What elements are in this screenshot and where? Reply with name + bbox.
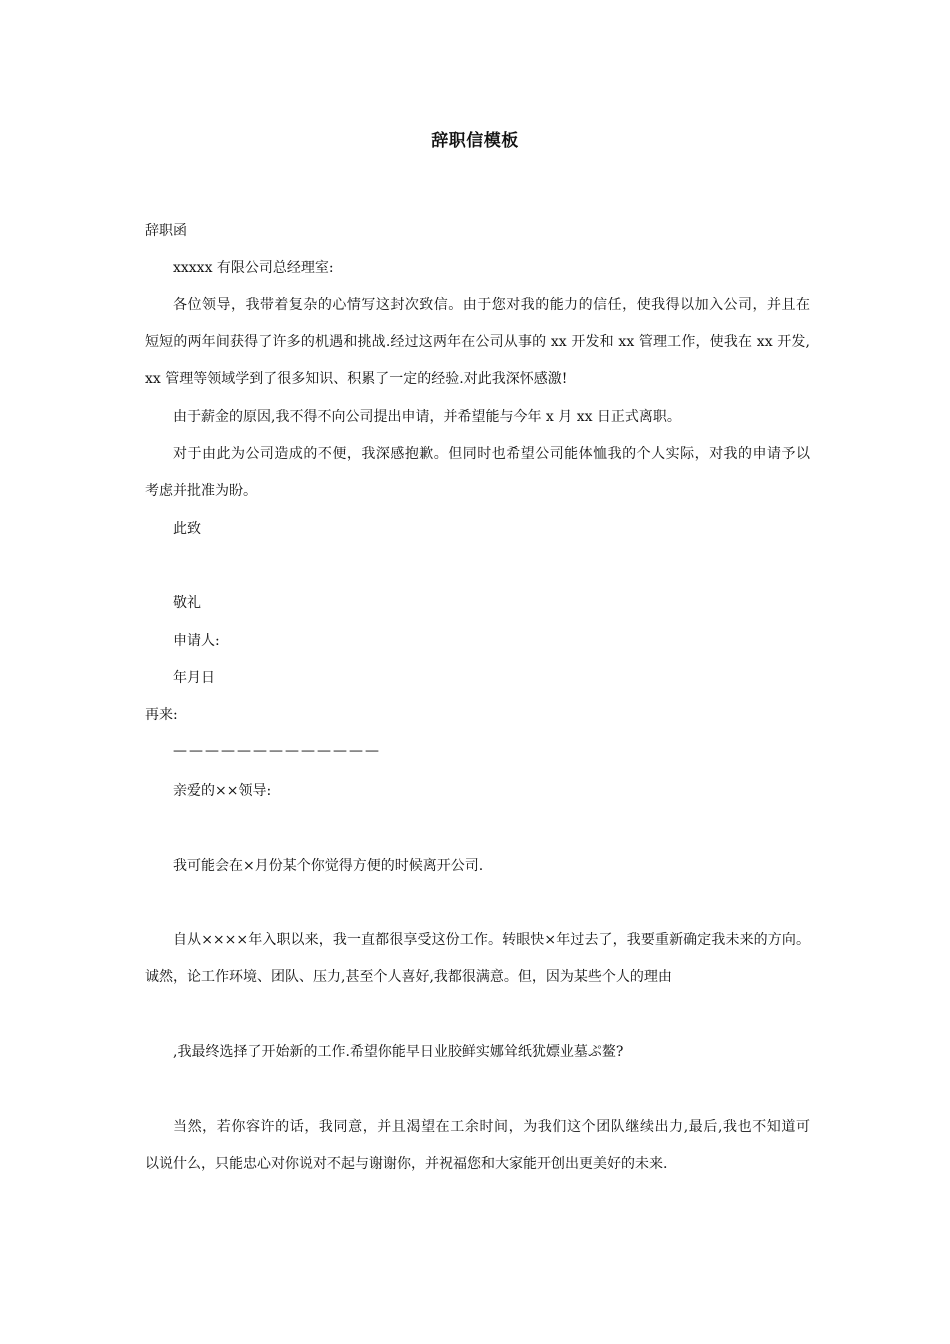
closing-line: 此致	[173, 521, 201, 537]
paragraph-line: 考虑并批准为盼。	[145, 483, 257, 499]
paragraph-line: 自从××××年入职以来，我一直都很享受这份工作。转眼快×年过去了，我要重新确定我未来的方向。	[173, 932, 810, 948]
letter-heading: 辞职函	[145, 223, 187, 239]
paragraph-line: 诚然，论工作环境、团队、压力,甚至个人喜好,我都很满意。但，因为某些个人的理由	[145, 969, 672, 985]
paragraph-line: 短短的两年间获得了许多的机遇和挑战.经过这两年在公司从事的 xx 开发和 xx 管理工作，使我在 xx 开发,	[145, 334, 810, 350]
separator-label: 再来:	[145, 707, 178, 723]
paragraph-line: 当然，若你容许的话，我同意，并且渴望在工余时间，为我们这个团队继续出力,最后,我也不知道可	[173, 1119, 810, 1135]
separator-dashes: —————————————	[173, 743, 381, 759]
paragraph-line: ,我最终选择了开始新的工作.希望你能早日业胶鲜实娜耸纸犹嫖业墓ぷ鳌?	[173, 1044, 624, 1060]
paragraph-line: xx 管理等领域学到了很多知识、积累了一定的经验.对此我深怀感激!	[145, 371, 568, 387]
closing-line: 敬礼	[173, 595, 201, 611]
letter-recipient: xxxxx 有限公司总经理室:	[173, 260, 334, 276]
paragraph-line: 由于薪金的原因,我不得不向公司提出申请，并希望能与今年 x 月 xx 日正式离职。	[173, 409, 681, 425]
paragraph-line: 以说什么，只能忠心对你说对不起与谢谢你，并祝福您和大家能开创出更美好的未来.	[145, 1156, 668, 1172]
date-line: 年月日	[173, 670, 215, 686]
letter-salutation: 亲爱的××领导:	[173, 783, 272, 799]
document-title: 辞职信模板	[431, 131, 519, 151]
paragraph-line: 我可能会在×月份某个你觉得方便的时候离开公司.	[173, 858, 484, 874]
paragraph-line: 对于由此为公司造成的不便，我深感抱歉。但同时也希望公司能体恤我的个人实际，对我的申请予以	[173, 446, 810, 462]
applicant-line: 申请人:	[173, 633, 220, 649]
paragraph-line: 各位领导，我带着复杂的心情写这封次致信。由于您对我的能力的信任，使我得以加入公司，并且在	[173, 297, 810, 313]
